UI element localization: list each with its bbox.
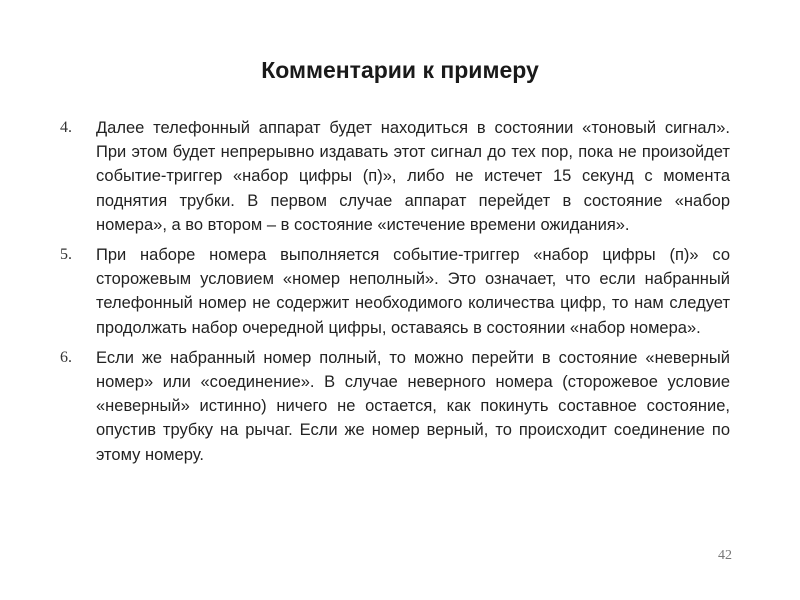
- list-item-text: Далее телефонный аппарат будет находиться в состоянии «тоновый сигнал». При этом будет непрерывно издавать этот сигнал до тех пор, пока не произойдет событие-триггер «набор цифры (п)», либо не истечет 15 секунд с момента поднятия трубки. В первом случае аппарат перейдет в состояние «набор номера», а во втором – в состояние «истечение времени ожидания».: [96, 119, 730, 234]
- list-item-number: 4.: [60, 119, 72, 136]
- list-item: [60, 243, 730, 340]
- list-item-number: 6.: [60, 348, 72, 366]
- slide-title: Комментарии к примеру: [261, 57, 539, 83]
- page-number: 42: [718, 548, 732, 563]
- list-item: [60, 346, 730, 467]
- list-item-text: При наборе номера выполняется событие-триггер «набор цифры (п)» со сторожевым условием «номер неполный». Это означает, что если набранный телефонный номер не содержит необходимого количества цифр, то нам следует продолжать набор очередной цифры, оставаясь в состоянии «набор номера».: [96, 246, 730, 337]
- list-item-text: Если же набранный номер полный, то можно перейти в состояние «неверный номер» или «соединение». В случае неверного номера (сторожевое условие «неверный» истинно) ничего не остается, как покинуть составное состояние, опустив трубку на рычаг. Если же номер верный, то происходит соединение по этому номеру.: [96, 348, 730, 464]
- numbered-list: [60, 116, 730, 473]
- list-item: [60, 116, 730, 237]
- list-item-number: 5.: [60, 246, 72, 264]
